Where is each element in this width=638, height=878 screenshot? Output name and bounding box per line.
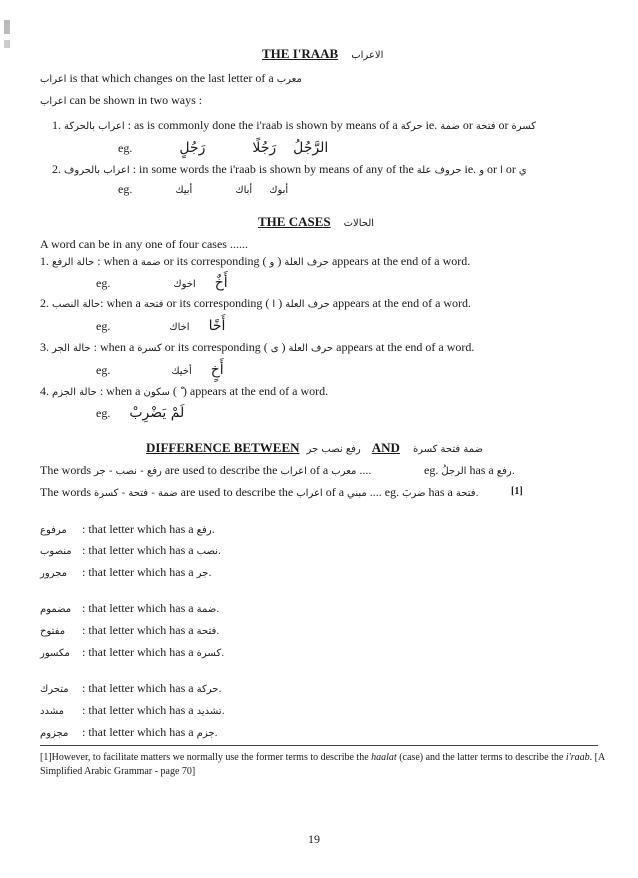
case-1	[40, 253, 470, 271]
words-ar: معرب	[331, 466, 357, 477]
def-ar: نصب.	[196, 546, 222, 557]
def-term: مكسور	[40, 648, 70, 659]
def-text: : that letter which has a	[82, 645, 197, 659]
case-number: 4.	[40, 384, 49, 398]
def-term: مجرور	[40, 568, 67, 579]
case-1-examples	[96, 275, 228, 293]
title-ar: الاعراب	[351, 50, 384, 61]
intro-en: can be shown in two ways :	[66, 93, 203, 107]
def-ar: حركة.	[196, 684, 222, 695]
intro-ar: اعراب	[40, 74, 67, 85]
def-term: مجزوم	[40, 728, 69, 739]
case-en: : when a	[90, 340, 138, 354]
way-ar4: فتحة	[475, 121, 496, 132]
def-text: : that letter which has a	[82, 565, 197, 579]
case-en: (	[275, 296, 286, 310]
case-number: 3.	[40, 340, 49, 354]
definition-row	[40, 564, 212, 582]
case-ar: حالة الجزم	[52, 387, 97, 398]
example-word: أخيك	[171, 366, 192, 377]
section-title-difference	[146, 440, 483, 458]
definition-row	[40, 724, 218, 742]
intro-line-2	[40, 92, 202, 110]
case-ar: حالة الجر	[52, 343, 91, 354]
example-word: اخاك	[169, 322, 190, 333]
way-en: : in some words the i'raab is shown by means of any of the	[129, 162, 417, 176]
eg-label: eg.	[96, 319, 111, 333]
def-term: مشدد	[40, 706, 64, 717]
def-ar: رفع.	[196, 525, 215, 536]
intro-ar: اعراب	[40, 96, 67, 107]
example-word: الرَّجُلُ	[293, 140, 329, 156]
diff-and: AND	[371, 440, 400, 455]
way-or: or	[495, 118, 512, 132]
section-title-iraab	[262, 46, 383, 64]
definition-row	[40, 542, 221, 560]
eg-label: eg.	[96, 406, 111, 420]
words-line-1-example	[424, 462, 515, 480]
cases-intro: A word can be in any one of four cases ......	[40, 237, 248, 251]
eg-label: eg.	[96, 276, 111, 290]
def-ar: كسرة.	[196, 648, 225, 659]
page-number: 19	[308, 832, 320, 846]
def-text: : that letter which has a	[82, 725, 197, 739]
eg-label: eg.	[118, 182, 133, 196]
def-text: : that letter which has a	[82, 601, 197, 615]
def-text: : that letter which has a	[82, 543, 197, 557]
diff-title-ar2: ضمة فتحة كسرة	[412, 444, 483, 455]
case-en: or its corresponding	[161, 340, 264, 354]
section-title-cases	[258, 214, 374, 232]
def-text: : that letter which has a	[82, 522, 197, 536]
case-en: (	[169, 384, 180, 398]
def-term: مضموم	[40, 604, 72, 615]
footnote-text: [1]However, to facilitate matters we normally use the former terms to describe the	[40, 752, 372, 763]
case-en: : when a	[94, 254, 141, 268]
case-en: ) appears at the end of a word.	[263, 340, 475, 354]
cases-title-en: THE CASES	[258, 214, 331, 229]
example-word: لَمْ يَضْرِبْ	[129, 405, 185, 421]
words-en: The words	[40, 485, 94, 499]
example-word: أبيك	[175, 185, 193, 196]
example-word: أَخٌ	[214, 275, 228, 291]
words-en: ....	[366, 485, 385, 499]
way-2	[52, 161, 527, 179]
def-ar: جزم.	[196, 728, 218, 739]
letter-waw: و	[479, 165, 485, 176]
footnote-text: . [A	[589, 752, 606, 763]
case-ar3: حرف العلة	[284, 257, 329, 268]
eg-label: eg.	[424, 463, 442, 477]
case-en: or its corresponding	[163, 296, 266, 310]
words-en: are used to describe the	[177, 485, 297, 499]
way-or: or	[484, 162, 501, 176]
case-ar: حالة الرفع	[52, 257, 95, 268]
words-ar: ضمة - فتحة - كسرة	[94, 488, 178, 499]
cases-title-ar: الحالات	[343, 218, 375, 229]
case-ar2: سكون	[143, 387, 170, 398]
title-en: THE I'RAAB	[262, 46, 339, 61]
definition-row	[40, 600, 219, 618]
def-ar: تشديد.	[196, 706, 225, 717]
case-ar3: حرف العلة	[285, 299, 330, 310]
case-number: 1.	[40, 254, 49, 268]
words-ar: الرجلُ	[441, 466, 467, 477]
way-1-examples	[118, 140, 328, 156]
case-en: : when a	[96, 384, 144, 398]
diff-title-en: DIFFERENCE BETWEEN	[146, 440, 300, 455]
words-en: of a	[306, 463, 332, 477]
words-ar: مبني	[347, 488, 367, 499]
footnote-line-1	[40, 751, 605, 764]
words-ar: اعراب	[280, 466, 307, 477]
way-1	[52, 117, 536, 135]
way-2-examples	[118, 181, 288, 199]
case-ar: حالة النصب	[52, 299, 101, 310]
case-en: ) appears at the end of a word.	[265, 296, 472, 310]
way-tail: ie.	[461, 162, 480, 176]
words-line-1	[40, 462, 371, 480]
way-ar2: حروف علة	[416, 165, 462, 176]
def-text: : that letter which has a	[82, 703, 197, 717]
footnote-marker: [1]	[511, 486, 523, 497]
words-en: has a	[466, 463, 497, 477]
example-word: رَجُلٍ	[179, 140, 206, 156]
case-ar4: ا	[272, 299, 276, 310]
definition-row	[40, 644, 224, 662]
def-term: متحرك	[40, 684, 69, 695]
case-3-examples	[96, 362, 224, 380]
case-2-examples	[96, 318, 225, 336]
words-en: of a	[322, 485, 348, 499]
footnote-text: (case) and the latter terms to describe the	[396, 752, 566, 763]
case-en: ) appears at the end of a word.	[179, 384, 329, 398]
intro-line-1	[40, 70, 302, 88]
footnote-italic: i'raab	[565, 752, 590, 763]
example-word: اخوك	[173, 279, 196, 290]
eg-label: eg.	[384, 485, 403, 499]
case-4-examples	[96, 405, 184, 421]
case-ar4: ى	[270, 343, 279, 354]
words-en: are used to describe the	[161, 463, 281, 477]
words-ar: اعراب	[296, 488, 323, 499]
words-ar: رفع - نصب - جر	[94, 466, 162, 477]
example-word: أَخًا	[208, 318, 226, 334]
case-en: (	[278, 340, 289, 354]
way-tail: ie.	[422, 118, 441, 132]
case-en: or its corresponding	[160, 254, 263, 268]
way-ar: اعراب بالحروف	[64, 165, 130, 176]
letter-alif: ا	[500, 165, 503, 176]
footnote-line-2: Simplified Arabic Grammar - page 70]	[40, 766, 196, 777]
words-ar: رفع.	[496, 466, 515, 477]
case-en: ) appears at the end of a word.	[262, 254, 471, 268]
definition-row	[40, 622, 219, 640]
def-ar: ضمة.	[196, 604, 220, 615]
way-number: 2.	[52, 162, 61, 176]
definition-row	[40, 680, 222, 698]
words-ar: ضربَ	[402, 488, 426, 499]
example-word: رَجُلًا	[252, 140, 277, 156]
footnote-italic: haalat	[371, 752, 397, 763]
def-text: : that letter which has a	[82, 623, 197, 637]
def-ar: فتحة.	[196, 626, 220, 637]
case-3	[40, 339, 474, 357]
case-ar2: فتحة	[143, 299, 164, 310]
definition-row	[40, 521, 215, 539]
def-term: منصوب	[40, 546, 72, 557]
case-en: : when a	[100, 296, 144, 310]
def-text: : that letter which has a	[82, 681, 197, 695]
way-or: or	[459, 118, 476, 132]
way-en: : as is commonly done the i'raab is shown by means of a	[124, 118, 401, 132]
way-or: or	[502, 162, 519, 176]
example-word: أباك	[235, 185, 253, 196]
words-en: ....	[356, 463, 372, 477]
def-term: مفتوح	[40, 626, 66, 637]
letter-ya: ي	[518, 165, 527, 176]
case-en: (	[274, 254, 285, 268]
intro-ar2: معرب	[276, 74, 302, 85]
case-number: 2.	[40, 296, 49, 310]
def-ar: جر.	[196, 568, 212, 579]
def-term: مرفوع	[40, 525, 67, 536]
words-en: has a	[425, 485, 456, 499]
case-2	[40, 295, 471, 313]
case-ar2: ضمة	[140, 257, 161, 268]
diff-title-ar1: رفع نصب جر	[306, 444, 361, 455]
words-line-2	[40, 484, 479, 502]
case-ar3: حرف العلة	[288, 343, 334, 354]
definition-row	[40, 702, 225, 720]
way-ar: اعراب بالحركة	[64, 121, 125, 132]
eg-label: eg.	[96, 363, 111, 377]
scan-margin-mark	[4, 20, 10, 34]
way-ar5: كسرة	[511, 121, 536, 132]
example-word: أبوك	[269, 185, 289, 196]
way-ar3: ضمة	[440, 121, 460, 132]
intro-en: is that which changes on the last letter of a	[66, 71, 277, 85]
footnote-divider	[40, 745, 598, 746]
way-number: 1.	[52, 118, 61, 132]
case-ar2: كسرة	[137, 343, 162, 354]
way-ar2: حركة	[400, 121, 423, 132]
words-en: The words	[40, 463, 94, 477]
case-ar4: و	[269, 257, 275, 268]
eg-label: eg.	[118, 141, 133, 155]
case-4	[40, 383, 328, 401]
scan-margin-mark	[4, 40, 10, 48]
example-word: أَخٍ	[210, 362, 224, 378]
words-ar: فتحة.	[455, 488, 479, 499]
